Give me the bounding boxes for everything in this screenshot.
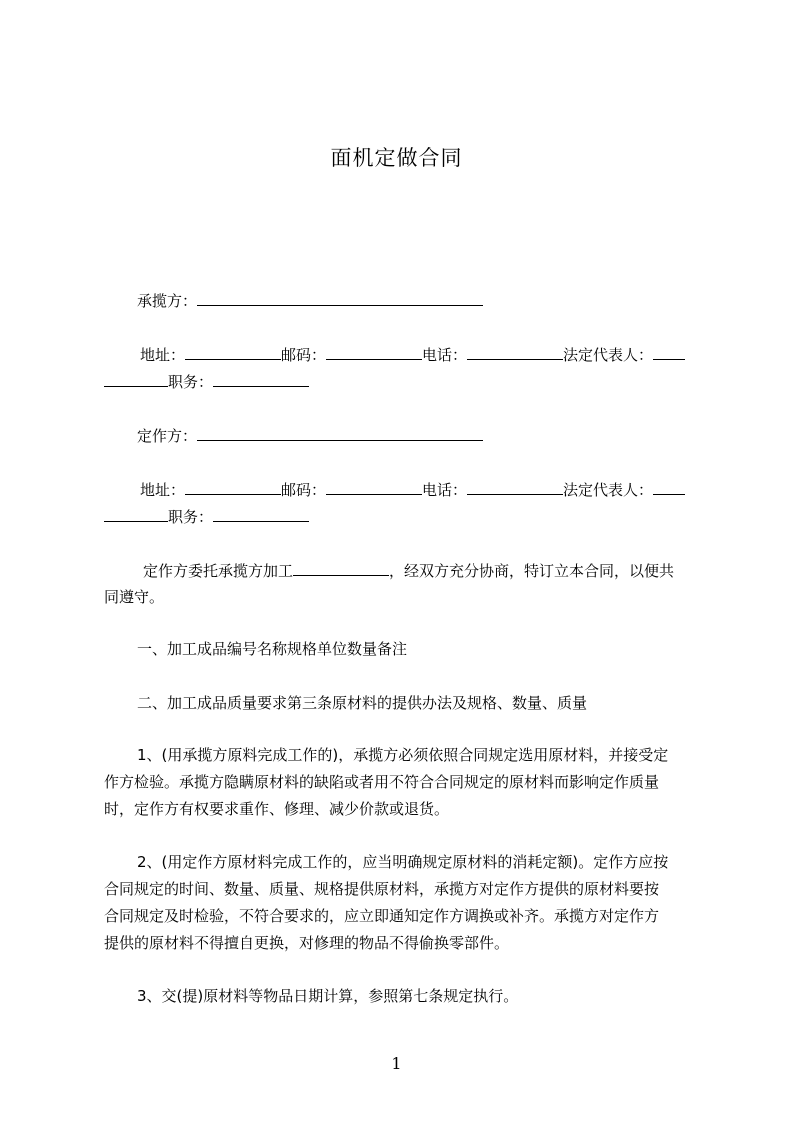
orderer-rep-blank [653,480,685,495]
clause-2-line-1: 2、(用定作方原材料完成工作的，应当明确规定原材料的消耗定额)。定作方应按 [137,853,669,871]
orderer-name-blank [197,426,483,441]
intro-product-blank [293,561,389,576]
contractor-phone-blank [467,345,563,360]
document-title: 面机定做合同 [330,146,463,170]
orderer-contact-line [140,480,685,499]
orderer-postcode-blank [326,480,422,495]
contractor-address-label: 地址： [140,346,186,364]
contractor-postcode-label: 邮码： [281,346,327,364]
orderer-rep-blank-cont [104,507,168,522]
orderer-postcode-label: 邮码： [281,481,327,499]
section-1-heading: 一、加工成品编号名称规格单位数量备注 [137,640,408,658]
clause-2-line-3: 合同规定及时检验，不符合要求的，应立即通知定作方调换或补齐。承揽方对定作方 [104,907,660,925]
orderer-party-label: 定作方： [137,427,198,445]
orderer-position-blank [213,507,309,522]
page-number: 1 [391,1054,402,1073]
contractor-name-blank [197,291,483,306]
orderer-position-line [104,507,309,526]
contractor-address-blank [185,345,281,360]
orderer-phone-label: 电话： [422,481,468,499]
contractor-phone-label: 电话： [422,346,468,364]
orderer-address-blank [185,480,281,495]
clause-1-line-2: 作方检验。承揽方隐瞒原材料的缺陷或者用不符合合同规定的原材料而影响定作质量 [104,773,660,791]
intro-part-1: 定作方委托承揽方加工 [143,562,294,580]
orderer-phone-blank [467,480,563,495]
clause-2-line-4: 提供的原材料不得擅自更换，对修理的物品不得偷换零部件。 [104,934,510,952]
contractor-rep-blank [653,345,685,360]
orderer-position-label: 职务： [168,508,214,526]
clause-1-line-1: 1、(用承揽方原料完成工作的)，承揽方必须依照合同规定选用原材料，并接受定 [137,746,669,764]
intro-part-2: ，经双方充分协商，特订立本合同，以便共 [389,562,675,580]
intro-line-1 [143,561,674,580]
intro-line-2: 同遵守。 [104,588,165,606]
contractor-contact-line [140,345,685,364]
contractor-position-blank [213,372,309,387]
orderer-address-label: 地址： [140,481,186,499]
contractor-party-line [137,291,483,310]
contractor-position-label: 职务： [168,373,214,391]
clause-2-line-2: 合同规定的时间、数量、质量、规格提供原材料，承揽方对定作方提供的原材料要按 [104,880,660,898]
clause-3-line: 3、交(提)原材料等物品日期计算，参照第七条规定执行。 [137,987,519,1005]
contractor-position-line [104,372,309,391]
contractor-rep-label: 法定代表人： [563,346,654,364]
section-2-heading: 二、加工成品质量要求第三条原材料的提供办法及规格、数量、质量 [137,694,588,712]
orderer-party-line [137,426,483,445]
contractor-rep-blank-cont [104,372,168,387]
clause-1-line-3: 时，定作方有权要求重作、修理、减少价款或退货。 [104,800,450,818]
orderer-rep-label: 法定代表人： [563,481,654,499]
contractor-postcode-blank [326,345,422,360]
contractor-party-label: 承揽方： [137,292,198,310]
